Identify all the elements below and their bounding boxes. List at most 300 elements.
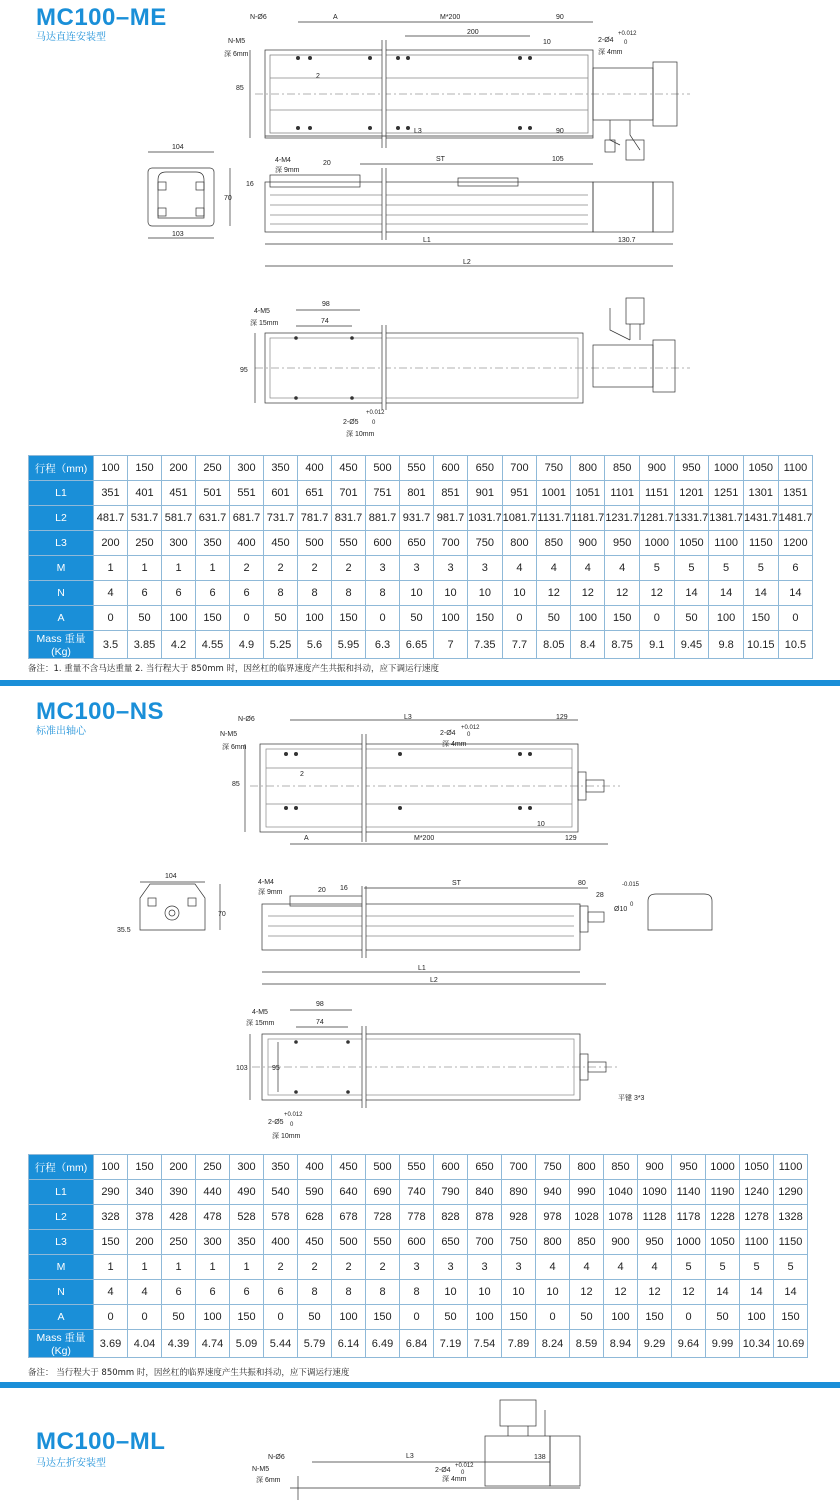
row-header: 行程（mm) [29, 456, 94, 481]
table-cell: 8 [298, 581, 332, 606]
table-cell: 4.04 [128, 1330, 162, 1358]
table-cell: 10 [502, 1280, 536, 1305]
table-cell: 0 [230, 606, 264, 631]
dim-label: 104 [172, 144, 184, 151]
row-header: A [29, 1305, 94, 1330]
table-cell: 440 [196, 1180, 230, 1205]
table-cell: 5 [743, 556, 778, 581]
table-row [29, 1330, 808, 1358]
table-cell: 2 [332, 556, 366, 581]
dim-label: 85 [232, 781, 240, 788]
dim-label: 130.7 [618, 237, 636, 244]
table-cell: 3.69 [94, 1330, 128, 1358]
table-cell: 400 [264, 1230, 298, 1255]
dim-label: 2-Ø4 [440, 730, 456, 737]
table-cell: 300 [230, 1155, 264, 1180]
dim-label: 70 [224, 195, 232, 202]
dim-label: 深 6mm [256, 1477, 281, 1484]
table-cell: 8.05 [537, 631, 571, 659]
table-cell: 150 [468, 606, 503, 631]
table-cell: 4.39 [162, 1330, 196, 1358]
table-cell: 150 [502, 1305, 536, 1330]
table-cell: 340 [128, 1180, 162, 1205]
table-cell: 1 [196, 1255, 230, 1280]
table-cell: 1231.7 [605, 506, 640, 531]
table-cell: 3 [434, 1255, 468, 1280]
dim-label: 129 [565, 835, 577, 842]
drawing-mc100-ml [0, 1388, 840, 1500]
dim-label: 2-Ø4 [598, 37, 614, 44]
table-cell: 851 [434, 481, 468, 506]
table-cell: 6 [230, 581, 264, 606]
table-cell: 1 [94, 556, 128, 581]
table-cell: 778 [400, 1205, 434, 1230]
section-subtitle: 马达左折安装型 [36, 1458, 106, 1469]
motor-top-view [290, 1400, 580, 1500]
table-cell: 950 [674, 456, 709, 481]
table-cell: 2 [264, 556, 298, 581]
table-cell: 3 [468, 1255, 502, 1280]
table-cell: 50 [264, 606, 298, 631]
table-cell: 12 [638, 1280, 672, 1305]
table-cell: 581.7 [162, 506, 196, 531]
table-cell: 4.9 [230, 631, 264, 659]
table-row [29, 1255, 808, 1280]
table-cell: 978 [536, 1205, 570, 1230]
table-cell: 300 [162, 531, 196, 556]
row-header: L1 [29, 1180, 94, 1205]
drawing-mc100-me [0, 0, 840, 450]
row-header: L2 [29, 506, 94, 531]
dim-label: +0.012 [455, 1463, 474, 1469]
table-cell: 6 [778, 556, 813, 581]
bottom-view-labels [236, 1001, 645, 1140]
table-cell: 0 [264, 1305, 298, 1330]
table-cell: 6 [128, 581, 162, 606]
table-cell: 550 [332, 531, 366, 556]
table-cell: 750 [537, 456, 571, 481]
dim-label: 103 [236, 1065, 248, 1072]
table-cell: 5 [709, 556, 744, 581]
dim-label: -0.015 [622, 882, 640, 888]
table-cell: 1100 [774, 1155, 808, 1180]
table-cell: 14 [709, 581, 744, 606]
dim-label: 平键 3*3 [618, 1095, 645, 1102]
table-cell: 550 [366, 1230, 400, 1255]
table-cell: 600 [400, 1230, 434, 1255]
table-cell: 10 [468, 581, 503, 606]
table-cell: 150 [605, 606, 640, 631]
table-cell: 290 [94, 1180, 128, 1205]
side-view [265, 164, 673, 266]
table-cell: 840 [468, 1180, 502, 1205]
table-cell: 250 [196, 1155, 230, 1180]
table-row [29, 506, 813, 531]
table-cell: 4.55 [196, 631, 230, 659]
table-cell: 4 [638, 1255, 672, 1280]
dim-label: N-M5 [252, 1466, 270, 1473]
table-cell: 50 [674, 606, 709, 631]
table-cell: 651 [298, 481, 332, 506]
table-cell: 1140 [672, 1180, 706, 1205]
dim-label: 16 [340, 885, 348, 892]
table-cell: 601 [264, 481, 298, 506]
table-cell: 528 [230, 1205, 264, 1230]
dim-label: 2 [316, 73, 320, 80]
dim-label: N-Ø6 [250, 14, 267, 21]
dim-label: N-Ø6 [238, 716, 255, 723]
table-cell: 1228 [706, 1205, 740, 1230]
table-cell: 100 [468, 1305, 502, 1330]
bottom-view-labels [240, 301, 385, 438]
dim-label: L2 [463, 259, 471, 266]
table-cell: 0 [502, 606, 537, 631]
table-cell: 1100 [778, 456, 813, 481]
table-row [29, 1155, 808, 1180]
table-cell: 0 [639, 606, 674, 631]
table-cell: 400 [298, 456, 332, 481]
row-header: L2 [29, 1205, 94, 1230]
table-cell: 1101 [605, 481, 640, 506]
dim-label: 95 [240, 367, 248, 374]
table-cell: 1278 [740, 1205, 774, 1230]
table-cell: 3 [400, 556, 434, 581]
table-cell: 8 [366, 1280, 400, 1305]
table-cell: 0 [778, 606, 813, 631]
table-cell: 150 [743, 606, 778, 631]
table-cell: 650 [468, 1155, 502, 1180]
dim-label: 98 [322, 301, 330, 308]
table-cell: 3.85 [128, 631, 162, 659]
dim-label: 深 6mm [222, 744, 247, 751]
table-cell: 350 [230, 1230, 264, 1255]
table-cell: 10 [434, 1280, 468, 1305]
section-title: MC100–ME [36, 4, 167, 31]
spec-table-body [29, 456, 813, 659]
row-header: M [29, 556, 94, 581]
table-cell: 6.14 [332, 1330, 366, 1358]
bottom-view [255, 298, 690, 410]
table-cell: 5 [706, 1255, 740, 1280]
table-cell: 4 [605, 556, 640, 581]
table-row [29, 1305, 808, 1330]
dim-label: 深 6mm [224, 51, 249, 58]
dim-label: 16 [246, 181, 254, 188]
dim-label: L3 [414, 128, 422, 135]
table-cell: 500 [366, 456, 400, 481]
table-cell: 500 [332, 1230, 366, 1255]
table-cell: 7.7 [502, 631, 537, 659]
table-cell: 10.15 [743, 631, 778, 659]
dim-label: A [304, 835, 309, 842]
table-cell: 1031.7 [468, 506, 503, 531]
table-cell: 8 [400, 1280, 434, 1305]
table-cell: 5.25 [264, 631, 298, 659]
table-cell: 5.09 [230, 1330, 264, 1358]
dim-label: N-M5 [228, 38, 246, 45]
table-cell: 100 [434, 606, 468, 631]
table-cell: 8.75 [605, 631, 640, 659]
table-cell: 940 [536, 1180, 570, 1205]
table-cell: 8 [332, 581, 366, 606]
dim-label: 4-M5 [254, 308, 270, 315]
row-header: L3 [29, 531, 94, 556]
table-cell: 800 [571, 456, 605, 481]
table-cell: 740 [400, 1180, 434, 1205]
table-cell: 481.7 [94, 506, 128, 531]
table-cell: 10.69 [774, 1330, 808, 1358]
table-cell: 1431.7 [743, 506, 778, 531]
table-cell: 700 [468, 1230, 502, 1255]
table-cell: 1100 [740, 1230, 774, 1255]
section-title: MC100–ML [36, 1428, 166, 1455]
side-view [262, 886, 606, 984]
dim-label: 10 [543, 39, 551, 46]
table-cell: 1051 [571, 481, 605, 506]
table-cell: 50 [434, 1305, 468, 1330]
table-cell: 100 [162, 606, 196, 631]
table-cell: 900 [638, 1155, 672, 1180]
dim-label: 0 [372, 420, 376, 426]
table-cell: 12 [672, 1280, 706, 1305]
table-cell: 12 [570, 1280, 604, 1305]
dim-label: +0.012 [366, 410, 385, 416]
table-cell: 50 [570, 1305, 604, 1330]
table-cell: 10 [400, 581, 434, 606]
table-cell: 150 [366, 1305, 400, 1330]
table-cell: 5 [740, 1255, 774, 1280]
table-cell: 950 [605, 531, 640, 556]
dim-label: 深 4mm [442, 741, 467, 748]
table-cell: 9.8 [709, 631, 744, 659]
table-cell: 10.5 [778, 631, 813, 659]
table-cell: 600 [366, 531, 400, 556]
table-cell: 250 [196, 456, 230, 481]
table-cell: 378 [128, 1205, 162, 1230]
table-cell: 1290 [774, 1180, 808, 1205]
table-cell: 850 [604, 1155, 638, 1180]
section-mc100-ml [0, 1388, 840, 1500]
table-cell: 5.6 [298, 631, 332, 659]
table-cell: 640 [332, 1180, 366, 1205]
end-view-labels [172, 144, 232, 238]
dim-label: 深 15mm [246, 1020, 275, 1027]
table-cell: 100 [94, 456, 128, 481]
dim-label: 35.5 [117, 927, 131, 934]
side-view-labels [258, 879, 640, 984]
table-row [29, 581, 813, 606]
table-row [29, 456, 813, 481]
table-cell: 981.7 [434, 506, 468, 531]
dim-label: 2-Ø5 [343, 419, 359, 426]
table-cell: 1 [128, 1255, 162, 1280]
table-cell: 540 [264, 1180, 298, 1205]
table-cell: 1050 [706, 1230, 740, 1255]
table-cell: 6.3 [366, 631, 400, 659]
table-cell: 1 [128, 556, 162, 581]
table-cell: 1 [94, 1255, 128, 1280]
dim-label: 200 [467, 29, 479, 36]
table-cell: 450 [332, 1155, 366, 1180]
table-cell: 6 [230, 1280, 264, 1305]
table-cell: 5 [774, 1255, 808, 1280]
table-cell: 1 [162, 1255, 196, 1280]
table-cell: 1201 [674, 481, 709, 506]
table-cell: 1150 [743, 531, 778, 556]
table-cell: 928 [502, 1205, 536, 1230]
dim-label: +0.012 [461, 725, 480, 731]
dim-label: 2-Ø5 [268, 1119, 284, 1126]
row-header: Mass 重量(Kg) [29, 631, 94, 659]
table-cell: 1100 [709, 531, 744, 556]
row-header: L3 [29, 1230, 94, 1255]
table-cell: 828 [434, 1205, 468, 1230]
dim-label: L1 [423, 237, 431, 244]
table-cell: 1000 [672, 1230, 706, 1255]
dim-label: 28 [596, 892, 604, 899]
table-cell: 800 [536, 1230, 570, 1255]
dim-label: 90 [556, 128, 564, 135]
table-cell: 4 [128, 1280, 162, 1305]
dim-label: N-M5 [220, 731, 238, 738]
table-cell: 1050 [743, 456, 778, 481]
table-cell: 9.29 [638, 1330, 672, 1358]
table-cell: 100 [196, 1305, 230, 1330]
table-cell: 400 [230, 531, 264, 556]
table-cell: 100 [571, 606, 605, 631]
table-cell: 750 [502, 1230, 536, 1255]
table-cell: 728 [366, 1205, 400, 1230]
table-cell: 428 [162, 1205, 196, 1230]
table-cell: 150 [128, 1155, 162, 1180]
table-cell: 6 [196, 581, 230, 606]
table-cell: 600 [434, 456, 468, 481]
dim-label: 深 15mm [250, 320, 279, 327]
table-cell: 531.7 [128, 506, 162, 531]
dim-label: +0.012 [284, 1112, 303, 1118]
table-cell: 701 [332, 481, 366, 506]
table-cell: 781.7 [298, 506, 332, 531]
table-cell: 3 [434, 556, 468, 581]
table-cell: 7.35 [468, 631, 503, 659]
end-view [148, 152, 230, 238]
table-cell: 8 [366, 581, 400, 606]
dim-label: L3 [406, 1453, 414, 1460]
table-cell: 8.94 [604, 1330, 638, 1358]
table-cell: 5.44 [264, 1330, 298, 1358]
table-cell: 900 [571, 531, 605, 556]
table-cell: 1 [196, 556, 230, 581]
table-cell: 1281.7 [639, 506, 674, 531]
table-cell: 14 [674, 581, 709, 606]
table-cell: 590 [298, 1180, 332, 1205]
table-cell: 50 [162, 1305, 196, 1330]
table-cell: 3 [468, 556, 503, 581]
dim-label: 80 [578, 880, 586, 887]
dim-label: 90 [556, 14, 564, 21]
table-cell: 1150 [774, 1230, 808, 1255]
table-cell: 300 [230, 456, 264, 481]
table-cell: 50 [298, 1305, 332, 1330]
table-cell: 200 [94, 531, 128, 556]
table-cell: 100 [740, 1305, 774, 1330]
table-cell: 1351 [778, 481, 813, 506]
table-cell: 8 [332, 1280, 366, 1305]
table-cell: 1028 [570, 1205, 604, 1230]
drawing-mc100-ns [0, 686, 840, 1146]
table-cell: 50 [706, 1305, 740, 1330]
dim-label: 10 [537, 821, 545, 828]
dim-label: Ø10 [614, 906, 628, 913]
dim-label: L2 [430, 977, 438, 984]
table-cell: 0 [366, 606, 400, 631]
table-cell: 150 [196, 606, 230, 631]
table-cell: 10 [536, 1280, 570, 1305]
table-cell: 951 [502, 481, 537, 506]
table-cell: 751 [366, 481, 400, 506]
table-cell: 878 [468, 1205, 502, 1230]
table-cell: 0 [672, 1305, 706, 1330]
table-cell: 501 [196, 481, 230, 506]
table-cell: 1000 [709, 456, 744, 481]
table-cell: 500 [366, 1155, 400, 1180]
table-row [29, 631, 813, 659]
table-cell: 250 [128, 531, 162, 556]
row-header: N [29, 581, 94, 606]
section-mc100-ns [0, 686, 840, 1386]
table-cell: 5 [639, 556, 674, 581]
dim-label: 20 [318, 887, 326, 894]
dim-label: 0 [461, 1470, 465, 1476]
table-cell: 50 [537, 606, 571, 631]
dim-label: 深 9mm [258, 889, 283, 896]
table-cell: 800 [570, 1155, 604, 1180]
table-cell: 550 [400, 1155, 434, 1180]
table-cell: 1178 [672, 1205, 706, 1230]
table-cell: 3.5 [94, 631, 128, 659]
table-cell: 450 [332, 456, 366, 481]
table-cell: 2 [332, 1255, 366, 1280]
table-cell: 731.7 [264, 506, 298, 531]
table-cell: 6.49 [366, 1330, 400, 1358]
table-cell: 14 [706, 1280, 740, 1305]
top-view-labels [220, 714, 577, 842]
dim-label: 2 [300, 771, 304, 778]
table-cell: 3 [366, 556, 400, 581]
top-view-labels [252, 1453, 546, 1484]
dim-label: ST [452, 880, 461, 887]
table-cell: 0 [94, 606, 128, 631]
table-cell: 678 [332, 1205, 366, 1230]
table-cell: 681.7 [230, 506, 264, 531]
table-cell: 350 [196, 531, 230, 556]
table-cell: 6.84 [400, 1330, 434, 1358]
table-cell: 1090 [638, 1180, 672, 1205]
table-cell: 901 [468, 481, 503, 506]
table-cell: 4 [570, 1255, 604, 1280]
table-cell: 150 [94, 1230, 128, 1255]
table-cell: 750 [536, 1155, 570, 1180]
dim-label: 深 4mm [442, 1476, 467, 1483]
table-row [29, 1180, 808, 1205]
table-cell: 881.7 [366, 506, 400, 531]
table-cell: 50 [128, 606, 162, 631]
table-cell: 1078 [604, 1205, 638, 1230]
table-cell: 150 [230, 1305, 264, 1330]
top-view-labels [224, 14, 637, 135]
dim-label: 95 [272, 1065, 280, 1072]
table-cell: 8 [264, 581, 298, 606]
